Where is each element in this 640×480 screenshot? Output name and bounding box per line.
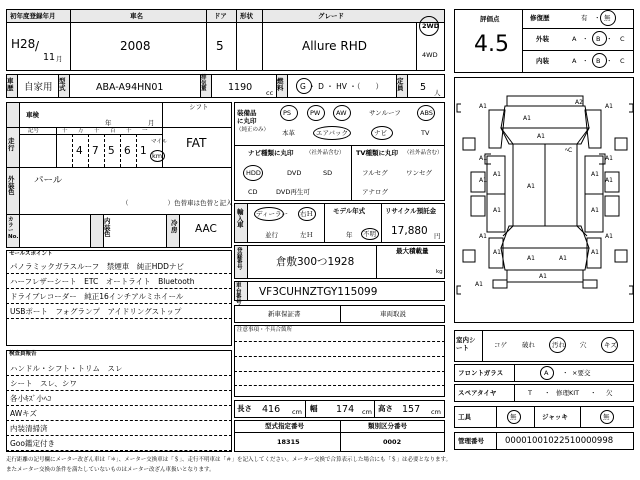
equipment-subtitle: （純正のみ） bbox=[236, 127, 270, 133]
tv-note: （社外品含む） bbox=[404, 150, 443, 156]
cert-number-value: 18315 bbox=[277, 438, 300, 446]
damage-mark: A1 bbox=[493, 171, 501, 178]
damage-mark: A1 bbox=[493, 207, 501, 214]
equipment-item: PS bbox=[283, 109, 292, 117]
abc-separator: ・ bbox=[582, 35, 589, 43]
navi-item: DVD bbox=[287, 169, 302, 177]
score-label: 評価点 bbox=[480, 15, 500, 23]
color-note: （ ）色替車は色替と記入 bbox=[122, 199, 233, 207]
record-label: 記号 bbox=[28, 128, 40, 134]
width-label: 幅 bbox=[310, 404, 318, 413]
drive-4wd: 4WD bbox=[422, 51, 438, 59]
height-label: 高さ bbox=[378, 404, 393, 413]
abc-separator: ・ bbox=[606, 35, 613, 43]
length-label: 長さ bbox=[237, 404, 252, 413]
cert-number-label: 型式指定番号 bbox=[265, 422, 304, 430]
month-value: 11 bbox=[43, 52, 56, 63]
damage-mark: A1 bbox=[537, 133, 545, 140]
ext-label: 外装 bbox=[536, 35, 549, 43]
damage-mark: A1 bbox=[527, 183, 535, 190]
seat-label: 室内シート bbox=[456, 336, 476, 353]
length-cm: cm bbox=[292, 408, 302, 416]
navi-item: DVD再生可 bbox=[276, 188, 310, 196]
mileage-unit-5: 一 bbox=[142, 128, 148, 134]
damage-mark: A1 bbox=[591, 249, 599, 256]
glass-item: ・ bbox=[562, 369, 569, 377]
color-label: カラーNo. bbox=[8, 217, 19, 240]
car-outline-diagram bbox=[455, 78, 635, 324]
displacement-value: 1190 bbox=[228, 82, 253, 93]
damage-mark: A1 bbox=[605, 233, 613, 240]
damage-mark: A1 bbox=[475, 281, 483, 288]
repair-label: 修復歴 bbox=[530, 14, 550, 22]
tool-label: 工具 bbox=[458, 413, 471, 421]
inspector-line: ハンドル・シフト・トリム スレ bbox=[10, 364, 123, 373]
model-label: 車名 bbox=[130, 12, 143, 20]
registration-value: 倉敷300つ1928 bbox=[276, 256, 355, 268]
width-value: 174 bbox=[336, 404, 355, 415]
width-cm: cm bbox=[362, 408, 372, 416]
damage-mark: A2 bbox=[575, 99, 583, 106]
glass-item: A bbox=[544, 369, 549, 377]
recycle-yen: 円 bbox=[434, 232, 441, 240]
cc-unit: cc bbox=[266, 89, 274, 97]
recycle-value: 17,880 bbox=[391, 225, 428, 237]
abc-grade: C bbox=[620, 57, 625, 65]
damage-mark: ﾍC bbox=[565, 147, 573, 154]
tv-title: TV種類に丸印 bbox=[356, 149, 398, 157]
type-label: 型式 bbox=[59, 77, 66, 92]
manual-cert: 車両取説 bbox=[380, 310, 406, 318]
damage-mark: A1 bbox=[527, 255, 535, 262]
navi-item: CD bbox=[248, 188, 258, 196]
mileage-unit-2: 千 bbox=[94, 128, 100, 134]
ac-value: AAC bbox=[195, 223, 217, 235]
model-year-unit: 年 bbox=[346, 231, 353, 239]
damage-diagram bbox=[454, 77, 634, 323]
front-glass-label: フロントガラス bbox=[458, 369, 504, 377]
inspector-line: シート スレ、シワ bbox=[10, 379, 77, 388]
damage-mark: A1 bbox=[479, 103, 487, 110]
spare-item: 修理KIT bbox=[556, 389, 580, 397]
exterior-value: パール bbox=[34, 175, 63, 186]
damage-mark: A1 bbox=[605, 103, 613, 110]
damage-mark: A1 bbox=[539, 273, 547, 280]
capacity-unit: 人 bbox=[434, 89, 441, 97]
equipment-item: TV bbox=[421, 129, 430, 137]
grade-value: Allure RHD bbox=[302, 39, 367, 53]
km-label: km bbox=[152, 152, 163, 160]
tv-item: フルセグ bbox=[362, 169, 388, 177]
mileage-digit-2: 7 bbox=[92, 145, 99, 157]
inspector-line: AWキズ bbox=[10, 409, 37, 418]
glass-item: ×要交 bbox=[572, 369, 591, 377]
mileage-digit-1: 4 bbox=[76, 145, 83, 157]
interior-color-label: 内装色 bbox=[104, 217, 111, 238]
abc-grade: A bbox=[572, 57, 577, 65]
equipment-item: 本革 bbox=[282, 129, 295, 137]
inspection-label: 車検 bbox=[26, 111, 39, 119]
vehicle-value: 自家用 bbox=[24, 82, 53, 93]
type-value: ABA-A94HN01 bbox=[96, 82, 164, 93]
shape-label: 形状 bbox=[240, 12, 253, 20]
ac-label: 冷房 bbox=[171, 219, 178, 234]
month-unit: 月 bbox=[56, 55, 63, 63]
fuel-label: 燃料 bbox=[277, 77, 284, 92]
model-value: 2008 bbox=[120, 39, 151, 53]
damage-mark: A1 bbox=[591, 171, 599, 178]
shift-label: シフト bbox=[189, 103, 209, 111]
mile-label: マイル bbox=[151, 139, 168, 145]
import-right: 右Ｈ bbox=[300, 210, 313, 218]
drive-2wd: 2WD bbox=[422, 22, 440, 30]
damage-mark: A1 bbox=[493, 249, 501, 256]
abc-grade: B bbox=[596, 57, 601, 65]
mileage-unit-1: 万 bbox=[78, 128, 84, 134]
navi-item: SD bbox=[323, 169, 333, 177]
payload-label: 最大積載量 bbox=[396, 247, 429, 255]
import-left: 左Ｈ bbox=[300, 231, 313, 239]
navi-title: ナビ種類に丸印 bbox=[248, 149, 294, 157]
capacity-label: 定員 bbox=[397, 77, 404, 92]
shift-value: FAT bbox=[186, 136, 207, 150]
mileage-digit-5: 1 bbox=[140, 145, 147, 157]
vehicle-label: 車歴 bbox=[7, 77, 14, 92]
inspector-label: 検査員報告 bbox=[9, 351, 37, 357]
abc-grade: B bbox=[596, 35, 601, 43]
fuel-options: G ・ D ・ HV ・（ ） bbox=[300, 82, 384, 91]
seat-item: 破れ bbox=[522, 341, 535, 349]
doors-value: 5 bbox=[216, 39, 224, 53]
spare-item: 欠 bbox=[606, 389, 613, 397]
seat-item: キズ bbox=[604, 341, 617, 349]
damage-mark: A1 bbox=[479, 177, 487, 184]
abc-grade: C bbox=[620, 35, 625, 43]
repair-no: 無 bbox=[604, 14, 611, 22]
door-label: ドア bbox=[214, 12, 227, 20]
mileage-unit-0: 十 bbox=[62, 128, 68, 134]
equipment-item: AW bbox=[336, 109, 347, 117]
int-label: 内装 bbox=[536, 57, 549, 65]
abc-separator: ・ bbox=[606, 57, 613, 65]
mileage-unit-3: 百 bbox=[110, 128, 116, 134]
recycle-label: リサイクル預託金 bbox=[385, 207, 437, 215]
height-value: 157 bbox=[402, 404, 421, 415]
equipment-item: エアバック bbox=[316, 129, 348, 137]
mileage-label: 走行 bbox=[8, 137, 15, 152]
equipment-title: 装備品に丸印 bbox=[237, 109, 257, 126]
sales-point-line: パノラミックガラスルーフ 禁煙車 純正HDDナビ bbox=[10, 262, 184, 271]
import-parallel: 並行 bbox=[265, 231, 278, 239]
notes-block bbox=[234, 325, 445, 397]
inspector-line: 各小ｷｽﾞ小ﾍｺ bbox=[10, 394, 52, 403]
mgmt-label: 管理番号 bbox=[458, 437, 484, 445]
grade-label: グレード bbox=[318, 12, 344, 20]
damage-mark: A1 bbox=[591, 207, 599, 214]
inspection-year: 年 bbox=[105, 119, 112, 127]
mgmt-value: 00001001022510000998 bbox=[505, 436, 614, 446]
notes-label: 注意事項・不具合箇所 bbox=[237, 327, 293, 333]
seat-item: 穴 bbox=[580, 341, 587, 349]
repair-yes: 有 bbox=[581, 14, 588, 22]
tv-item: アナログ bbox=[362, 188, 388, 196]
sales-label: セールスポイント bbox=[9, 251, 53, 257]
equipment-item: ナビ bbox=[374, 129, 387, 137]
navi-item: HDD bbox=[246, 169, 261, 177]
equipment-item: ABS bbox=[420, 109, 433, 117]
mileage-digit-3: 5 bbox=[108, 145, 115, 157]
new-car-cert: 新車保証書 bbox=[268, 310, 301, 318]
mileage-digit-4: 6 bbox=[124, 145, 131, 157]
reg-date-label: 初年度登録年月 bbox=[10, 12, 56, 20]
mileage-unit-4: 十 bbox=[126, 128, 132, 134]
inspector-line: 内装清掃済 bbox=[10, 424, 48, 433]
year-slash: / bbox=[35, 39, 40, 53]
class-number-value: 0002 bbox=[383, 438, 402, 446]
footer-line1: 走行距離の記号欄にメーター改ざん車は「＊」、メーター交換車は「＄」、走行不明車は「＃」を記入してください。メーター交換で合算表示した場合にも「＄」は必要となります。 bbox=[6, 457, 452, 463]
spare-label: スペアタイヤ bbox=[458, 389, 497, 397]
damage-mark: A1 bbox=[479, 233, 487, 240]
import-label: 輸入車 bbox=[237, 208, 244, 229]
payload-kg: kg bbox=[436, 269, 443, 275]
inspector-line: Goo鑑定付き bbox=[10, 439, 55, 448]
model-year-label: モデル年式 bbox=[333, 207, 366, 215]
damage-mark: A1 bbox=[559, 255, 567, 262]
equipment-item: PW bbox=[310, 109, 321, 117]
seat-item: コゲ bbox=[494, 341, 507, 349]
damage-mark: A1 bbox=[605, 177, 613, 184]
damage-mark: A1 bbox=[479, 155, 487, 162]
jack-label: ジャッキ bbox=[542, 413, 568, 421]
spare-item: ・ bbox=[590, 389, 597, 397]
height-cm: cm bbox=[431, 408, 441, 416]
score-value: 4.5 bbox=[474, 32, 509, 57]
navi-note: （社外品含む） bbox=[306, 150, 345, 156]
damage-mark: A1 bbox=[605, 155, 613, 162]
registration-label: 登録番号 bbox=[237, 248, 243, 271]
inspection-month: 月 bbox=[148, 119, 155, 127]
model-year-unknown: 不明 bbox=[363, 230, 376, 238]
seat-item: 汚れ bbox=[552, 341, 565, 349]
chassis-value: VF3CUHNZTGY115099 bbox=[259, 286, 378, 298]
displacement-label: 排気量 bbox=[201, 75, 207, 92]
chassis-label: 車台番号 bbox=[236, 283, 242, 306]
sales-point-line: ドライブレコーダー 純正16インチアルミホイール bbox=[10, 292, 184, 301]
sales-point-line: ハーフレザーシート ETC オートライト Bluetooth bbox=[10, 277, 195, 286]
exterior-label: 外装色 bbox=[8, 175, 15, 196]
length-value: 416 bbox=[262, 404, 281, 415]
tool-value: 無 bbox=[510, 413, 517, 421]
year-era: H28 bbox=[11, 37, 36, 51]
capacity-value: 5 bbox=[420, 82, 427, 93]
spare-item: T bbox=[528, 389, 532, 397]
abc-grade: A bbox=[572, 35, 577, 43]
spare-item: ・ bbox=[544, 389, 551, 397]
abc-separator: ・ bbox=[582, 57, 589, 65]
damage-mark: A1 bbox=[523, 115, 531, 122]
equipment-item: サンルーフ bbox=[369, 109, 401, 117]
import-dealer: ディーラー bbox=[256, 210, 288, 218]
sales-point-line: USBポート フォグランプ アイドリングストップ bbox=[10, 307, 182, 316]
tv-item: ワンセグ bbox=[406, 169, 432, 177]
jack-value: 無 bbox=[603, 413, 610, 421]
footer-line2: またメーター交換の条件を満たしていないものはメーター改ざん車扱いとなります。 bbox=[6, 467, 215, 473]
class-number-label: 類別区分番号 bbox=[368, 422, 407, 430]
